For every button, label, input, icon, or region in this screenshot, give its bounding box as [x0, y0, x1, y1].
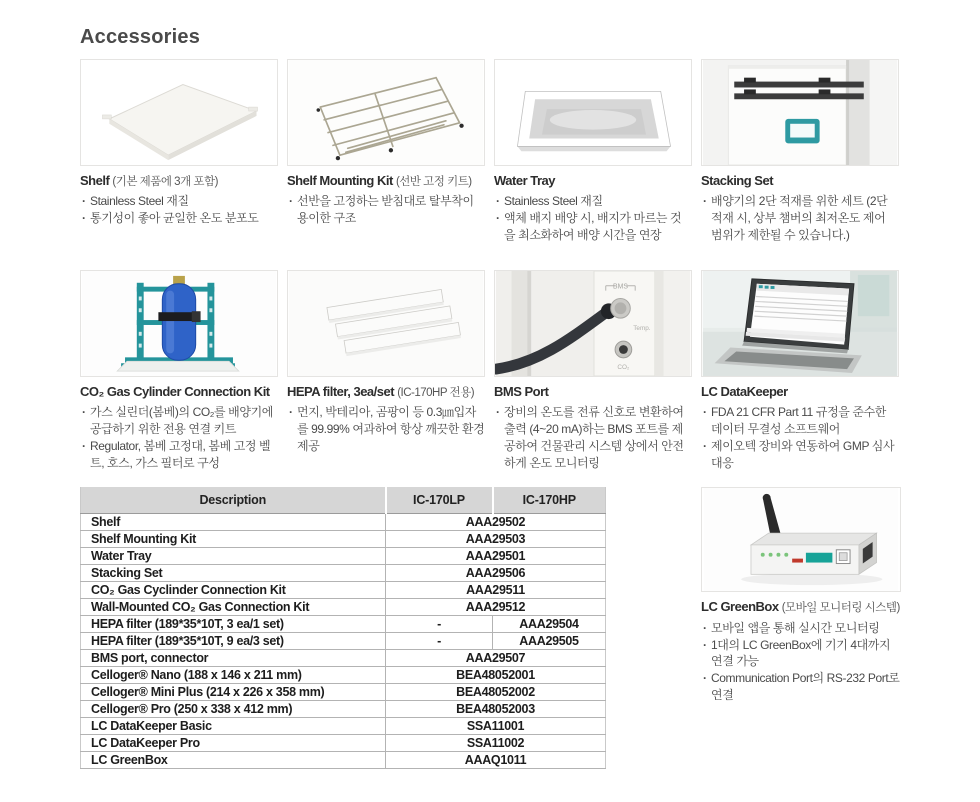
card-bullets [287, 193, 485, 227]
part-number: AAA29501 [386, 547, 606, 564]
bullet-item: · 가스 실린더(봄베)의 CO₂를 배양기에 공급하기 위한 전용 연결 키트 [80, 404, 278, 438]
table-header-row [81, 487, 606, 513]
part-number-table [80, 487, 606, 769]
lc-greenbox-card [701, 487, 901, 703]
accessory-card-mounting-kit [287, 59, 485, 252]
lc-greenbox-subtitle: (모바일 모니터링 시스템) [781, 602, 900, 615]
card-title-text: Shelf Mounting Kit [287, 173, 393, 188]
part-number: AAAQ1011 [386, 751, 606, 768]
table-row [81, 632, 606, 649]
part-number: AAA29503 [386, 530, 606, 547]
card-title [287, 384, 485, 400]
bullet-item: · FDA 21 CFR Part 11 규정을 준수한 데이터 무결성 소프트웨어 [701, 404, 899, 438]
bullet-item: · Regulator, 봄베 고정대, 봄베 고정 벨트, 호스, 가스 필터로 구성 [80, 438, 278, 472]
card-subtitle: (IC-170HP 전용) [397, 387, 475, 399]
accessory-card-datakeeper [701, 270, 899, 471]
lc-greenbox-title [701, 599, 901, 615]
table-header-ic170lp: IC-170LP [386, 487, 493, 513]
bullet-item: · 액체 배지 배양 시, 배지가 마르는 것을 최소화하여 배양 시간을 연장 [494, 210, 692, 244]
part-description: LC DataKeeper Basic [81, 717, 386, 734]
table-header-ic170hp: IC-170HP [493, 487, 606, 513]
card-bullets [701, 193, 899, 243]
table-header-description: Description [81, 487, 386, 513]
svg-text:BMS: BMS [613, 283, 628, 291]
card-bullets [494, 193, 692, 243]
part-number-hp: AAA29504 [493, 615, 606, 632]
card-title-text: HEPA filter, 3ea/set [287, 384, 395, 399]
card-title [701, 173, 899, 189]
card-title [494, 384, 692, 400]
svg-text:CO₂: CO₂ [617, 364, 630, 372]
part-number: BEA48052003 [386, 700, 606, 717]
bullet-item: · 모바일 앱을 통해 실시간 모니터링 [701, 620, 901, 637]
card-subtitle: (기본 제품에 3개 포함) [112, 176, 218, 188]
card-title [701, 384, 899, 400]
bullet-item: · 1대의 LC GreenBox에 기기 4대까지 연결 가능 [701, 637, 901, 671]
accessory-card-stacking-set [701, 59, 899, 252]
table-row [81, 547, 606, 564]
part-description: Stacking Set [81, 564, 386, 581]
accessory-card-co2-kit [80, 270, 278, 471]
table-row [81, 598, 606, 615]
bullet-item: · 장비의 온도를 전류 신호로 변환하여 출력 (4~20 mA)하는 BMS 포트를 제공하여 건물관리 시스템 상에서 안전하게 온도 모니터링 [494, 404, 692, 471]
accessory-card-bms [494, 270, 692, 471]
table-row [81, 649, 606, 666]
card-bullets [494, 404, 692, 471]
table-row [81, 615, 606, 632]
part-number: SSA11002 [386, 734, 606, 751]
part-number: SSA11001 [386, 717, 606, 734]
card-bullets [701, 404, 899, 471]
card-bullets [80, 193, 278, 227]
accessory-cards-row-1 [80, 59, 980, 252]
part-number: AAA29506 [386, 564, 606, 581]
part-description: HEPA filter (189*35*10T, 3 ea/1 set) [81, 615, 386, 632]
bullet-item: · 제이오텍 장비와 연동하여 GMP 심사 대응 [701, 438, 899, 472]
stacking-set-image [701, 59, 899, 166]
bms-image [494, 270, 692, 377]
part-description: BMS port, connector [81, 649, 386, 666]
part-description: Water Tray [81, 547, 386, 564]
table-row [81, 751, 606, 768]
card-bullets [287, 404, 485, 454]
part-description: Wall-Mounted CO₂ Gas Connection Kit [81, 598, 386, 615]
table-row [81, 513, 606, 530]
hepa-image [287, 270, 485, 377]
card-title-text: Shelf [80, 173, 110, 188]
card-bullets [80, 404, 278, 471]
part-number-lp: - [386, 615, 493, 632]
lc-greenbox-image [701, 487, 901, 592]
card-title-text: Water Tray [494, 173, 555, 188]
card-title [80, 384, 278, 400]
table-row [81, 564, 606, 581]
card-title-text: Stacking Set [701, 173, 774, 188]
table-row [81, 530, 606, 547]
card-title-text: LC DataKeeper [701, 384, 788, 399]
bullet-item: · 통기성이 좋아 균일한 온도 분포도 [80, 210, 278, 227]
part-number: BEA48052002 [386, 683, 606, 700]
card-title [494, 173, 692, 189]
accessory-cards-row-2 [80, 270, 980, 471]
part-description: LC GreenBox [81, 751, 386, 768]
part-description: LC DataKeeper Pro [81, 734, 386, 751]
bullet-item: · 먼지, 박테리아, 곰팡이 등 0.3㎛입자를 99.99% 여과하여 항상 깨끗한 환경 제공 [287, 404, 485, 454]
water-tray-image [494, 59, 692, 166]
part-description: Celloger® Nano (188 x 146 x 211 mm) [81, 666, 386, 683]
table-row [81, 700, 606, 717]
shelf-image [80, 59, 278, 166]
page-title: Accessories [80, 26, 201, 48]
accessory-card-hepa [287, 270, 485, 471]
lc-greenbox-bullets [701, 620, 901, 704]
bullet-item: · 배양기의 2단 적재를 위한 세트 (2단 적재 시, 상부 챔버의 최저온도 제어 범위가 제한될 수 있습니다.) [701, 193, 899, 243]
table-row [81, 717, 606, 734]
datakeeper-image [701, 270, 899, 377]
bullet-item: · 선반을 고정하는 받침대로 탈부착이 용이한 구조 [287, 193, 485, 227]
part-description: Shelf Mounting Kit [81, 530, 386, 547]
card-title [80, 173, 278, 189]
part-number: BEA48052001 [386, 666, 606, 683]
card-title-text: CO₂ Gas Cylinder Connection Kit [80, 384, 270, 399]
part-number-hp: AAA29505 [493, 632, 606, 649]
table-row [81, 666, 606, 683]
part-description: Celloger® Mini Plus (214 x 226 x 358 mm) [81, 683, 386, 700]
bullet-item: · Stainless Steel 재질 [80, 193, 278, 210]
table-row [81, 581, 606, 598]
table-row [81, 683, 606, 700]
table-row [81, 734, 606, 751]
part-number: AAA29502 [386, 513, 606, 530]
co2-kit-image [80, 270, 278, 377]
part-number: AAA29511 [386, 581, 606, 598]
part-description: HEPA filter (189*35*10T, 9 ea/3 set) [81, 632, 386, 649]
part-description: Shelf [81, 513, 386, 530]
part-number: AAA29512 [386, 598, 606, 615]
card-title [287, 173, 485, 189]
part-number: AAA29507 [386, 649, 606, 666]
accessory-card-water-tray [494, 59, 692, 252]
part-description: CO₂ Gas Cyclinder Connection Kit [81, 581, 386, 598]
lc-greenbox-title-text: LC GreenBox [701, 599, 779, 615]
accessory-card-shelf [80, 59, 278, 252]
part-number-lp: - [386, 632, 493, 649]
card-subtitle: (선반 고정 키트) [395, 176, 472, 188]
svg-text:Temp.: Temp. [633, 324, 651, 332]
bullet-item: · Communication Port의 RS-232 Port로 연결 [701, 670, 901, 704]
mounting-kit-image [287, 59, 485, 166]
bottom-section [80, 487, 980, 769]
part-description: Celloger® Pro (250 x 338 x 412 mm) [81, 700, 386, 717]
card-title-text: BMS Port [494, 384, 549, 399]
bullet-item: · Stainless Steel 재질 [494, 193, 692, 210]
